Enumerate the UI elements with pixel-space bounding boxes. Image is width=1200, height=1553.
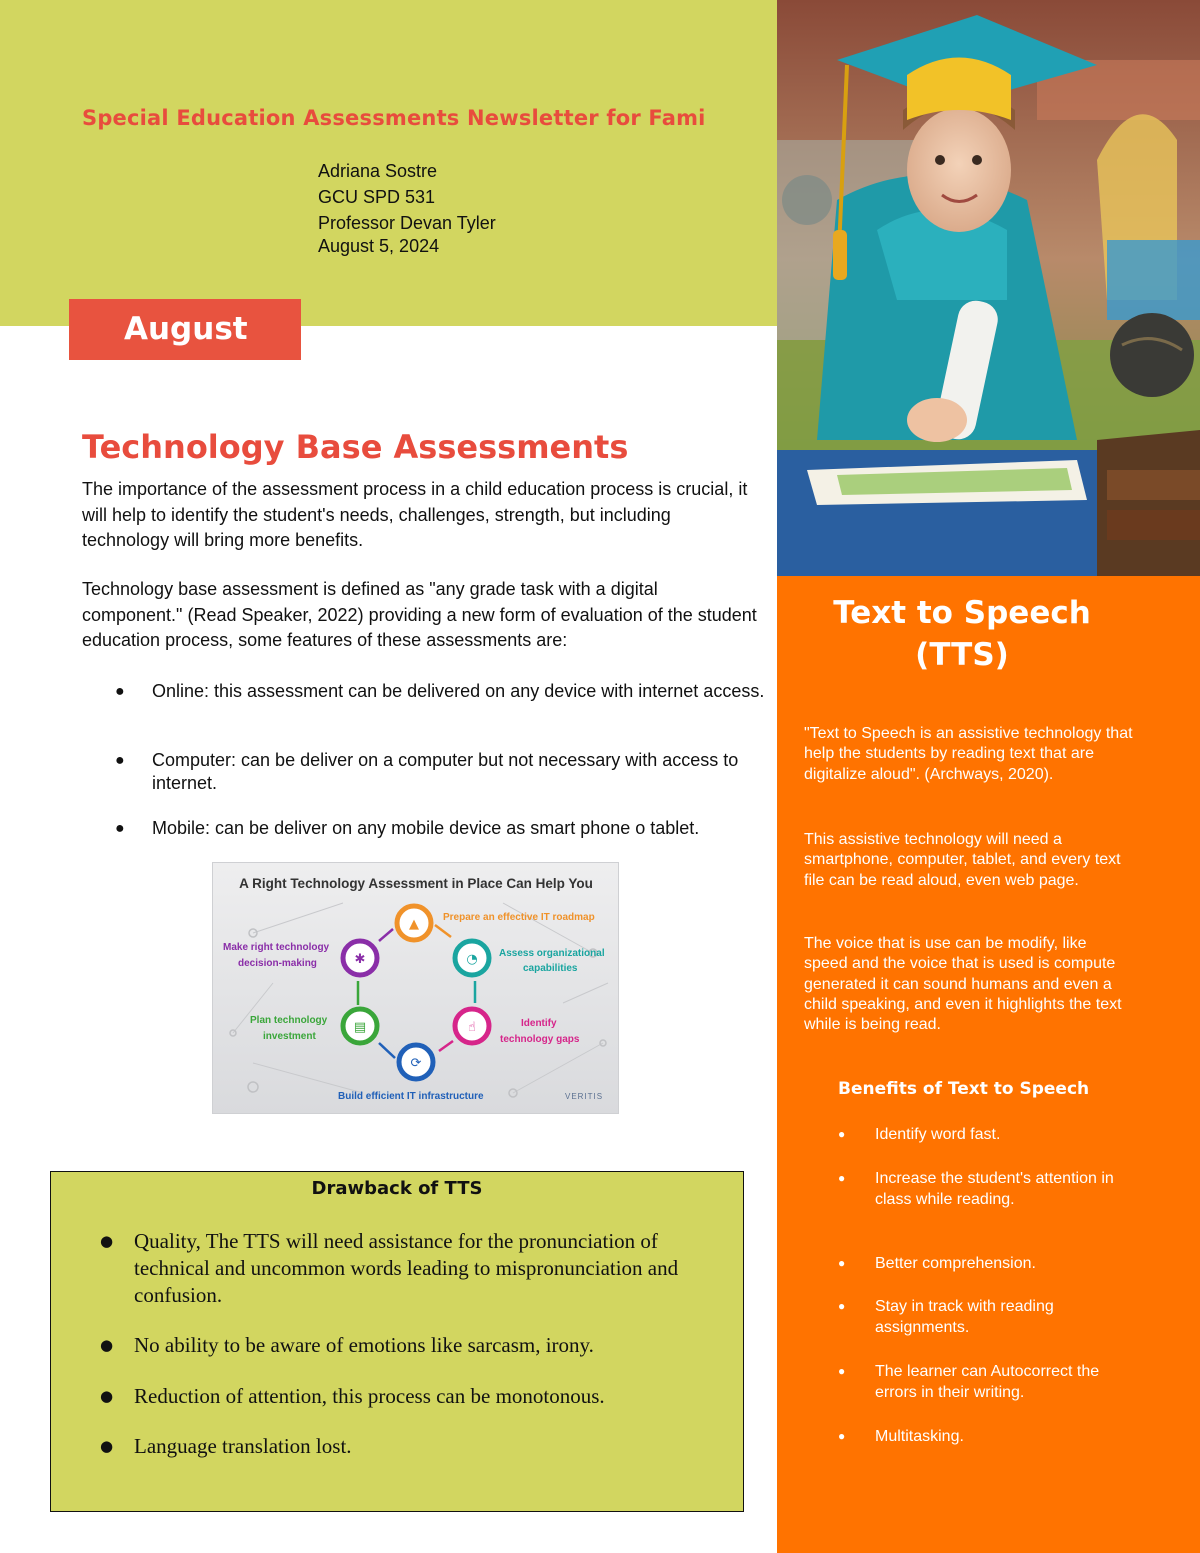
bullet-icon: ● <box>838 1429 846 1443</box>
list-item-text: Language translation lost. <box>134 1434 352 1458</box>
cycle-diagram <box>213 863 620 1115</box>
list-item <box>100 1228 730 1309</box>
bullet-icon: ● <box>838 1171 846 1185</box>
svg-text:▤: ▤ <box>353 1020 367 1035</box>
author-block <box>318 158 496 259</box>
professor-name: Professor Devan Tyler <box>318 213 496 233</box>
author-name: Adriana Sostre <box>318 161 438 181</box>
sidebar-paragraph: The voice that is use can be modify, like speed and the voice that is used is compute generated it can sound humans and even a child speaking, and even it highlights the text while is being read. <box>804 935 1122 1034</box>
newsletter-title: Special Education Assessments Newsletter for Fami <box>82 106 706 130</box>
step-label: Build efficient IT infrastructure <box>338 1091 484 1102</box>
drawback-title: Drawback of TTS <box>311 1178 483 1199</box>
list-item <box>115 680 765 703</box>
bullet-icon: ● <box>100 1232 114 1250</box>
list-item-text: Increase the student's attention in class while reading. <box>875 1170 1114 1208</box>
list-item-text: Reduction of attention, this process can be monotonous. <box>134 1384 605 1408</box>
list-item-text: Mobile: can be deliver on any mobile device as smart phone o tablet. <box>152 818 700 838</box>
course-code: GCU SPD 531 <box>318 187 436 207</box>
benefits-title: Benefits of Text to Speech <box>838 1079 1090 1099</box>
sidebar-paragraph: "Text to Speech is an assistive technology that help the students by reading text that are digitalize aloud". (Archways, 2020). <box>804 725 1133 783</box>
list-item-text: Stay in track with reading assignments. <box>875 1298 1054 1336</box>
article-heading: Technology Base Assessments <box>82 428 629 466</box>
bullet-icon: ● <box>115 683 125 700</box>
svg-text:Assess organizational: Assess organizational capabilities <box>499 948 605 974</box>
list-item <box>100 1383 730 1410</box>
svg-text:Make right technology: Make right technology decision-making <box>223 942 330 969</box>
assessment-cycle-figure <box>212 862 619 1114</box>
bullet-icon: ● <box>115 752 125 769</box>
step-label: Prepare an effective IT roadmap <box>443 912 595 923</box>
graduate-child-photo <box>777 0 1200 576</box>
svg-text:Plan technology invest: Plan technology investment <box>250 1015 328 1042</box>
step-label: Assess organizational <box>499 948 605 959</box>
list-item <box>115 817 765 840</box>
bullet-icon: ● <box>100 1387 114 1405</box>
sidebar-heading-line: Text to Speech <box>833 595 1091 631</box>
svg-text:▲: ▲ <box>409 917 419 932</box>
svg-text:Identify technology ga: Identify technology gaps <box>500 1018 580 1045</box>
sidebar-paragraph: This assistive technology will need a smartphone, computer, tablet, and every text file can be read aloud, even web page. <box>804 831 1121 889</box>
bullet-icon: ● <box>838 1299 846 1313</box>
photo-illustration <box>777 0 1200 576</box>
list-item <box>115 749 765 795</box>
svg-text:⟳: ⟳ <box>410 1056 422 1071</box>
list-item-text: Multitasking. <box>875 1428 964 1445</box>
list-item-text: Identify word fast. <box>875 1126 1001 1143</box>
sidebar-heading <box>777 592 1147 676</box>
list-item-text: Quality, The TTS will need assistance for the pronunciation of technical and uncommon words leading to mispronunciation and confusion. <box>134 1229 679 1307</box>
date: August 5, 2024 <box>318 236 440 256</box>
brand-logo: VERITIS <box>565 1092 604 1101</box>
bullet-icon: ● <box>100 1336 114 1354</box>
list-item <box>838 1124 1138 1145</box>
step-label: Make right technology <box>223 942 330 953</box>
svg-text:☝: ☝ <box>468 1020 476 1035</box>
list-item-text: No ability to be aware of emotions like sarcasm, irony. <box>134 1333 594 1357</box>
bullet-icon: ● <box>838 1256 846 1270</box>
bullet-icon: ● <box>838 1364 846 1378</box>
list-item-text: Computer: can be deliver on a computer but not necessary with access to internet. <box>152 750 739 793</box>
list-item <box>838 1296 1138 1338</box>
list-item-text: Online: this assessment can be delivered on any device with internet access. <box>152 681 765 701</box>
tts-sidebar <box>777 576 1200 1553</box>
step-label: Plan technology <box>250 1015 328 1026</box>
list-item <box>838 1253 1138 1274</box>
list-item <box>838 1361 1138 1403</box>
list-item-text: The learner can Autocorrect the errors in their writing. <box>875 1363 1100 1401</box>
month-banner: August <box>69 299 301 360</box>
list-item <box>838 1168 1138 1210</box>
list-item-text: Better comprehension. <box>875 1255 1036 1272</box>
list-item <box>100 1433 730 1460</box>
svg-text:◔: ◔ <box>466 952 478 967</box>
list-item <box>100 1332 730 1359</box>
figure-title: A Right Technology Assessment in Place Can Help You <box>239 876 593 891</box>
bullet-icon: ● <box>838 1127 846 1141</box>
list-item <box>838 1426 1138 1447</box>
svg-text:✱: ✱ <box>354 952 366 967</box>
step-label: Identify <box>521 1018 557 1029</box>
bullet-icon: ● <box>115 820 125 837</box>
sidebar-heading-line: (TTS) <box>915 637 1009 673</box>
bullet-icon: ● <box>100 1437 114 1455</box>
article-paragraph: Technology base assessment is defined as "any grade task with a digital component." (Read Speaker, 2022) providing a new form of evaluation of the student education process, some features of these assessments are: <box>82 579 757 650</box>
article-paragraph: The importance of the assessment process in a child education process is crucial, it will help to identify the student's needs, challenges, strength, but including technology will bring more benefits. <box>82 479 748 550</box>
